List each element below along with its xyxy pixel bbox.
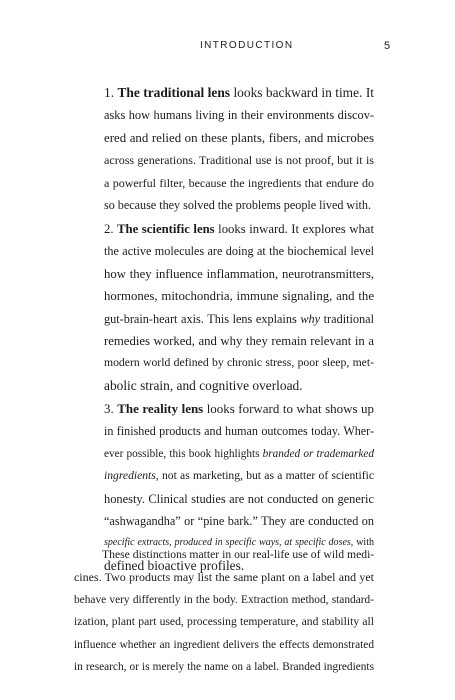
bold-term: The scientific lens <box>117 222 215 236</box>
text-line: modern world defined by chronic stress, poor sleep, met- <box>104 356 374 370</box>
text-line: in finished products and human outcomes today. Wher- <box>104 424 374 439</box>
bold-term: The reality lens <box>117 401 204 416</box>
page-header <box>0 40 455 56</box>
body-paragraph <box>74 544 374 678</box>
text-line: honesty. Clinical studies are not conducted on generic <box>104 491 374 506</box>
text-line: in research, or is merely the name on a label. Branded ingredients <box>74 660 374 673</box>
page-number: 5 <box>384 40 391 52</box>
italic-term: ingredients, <box>104 469 159 483</box>
text-line: gut-brain-heart axis. This lens explains why traditional <box>104 311 374 326</box>
running-head: INTRODUCTION <box>200 40 294 51</box>
text-line: so because they solved the problems people lived with. <box>104 197 372 212</box>
text-line: the active molecules are doing at the biochemical level <box>104 244 374 259</box>
text-line: hormones, mitochondria, immune signaling, and the <box>104 289 374 304</box>
bold-term: The traditional lens <box>117 85 231 100</box>
text-line: influence whether an ingredient delivers the effects demonstrated <box>74 638 374 651</box>
text-line: abolic strain, and cognitive overload. <box>104 377 303 393</box>
text-line: 2. The scientific lens looks inward. It explores what <box>104 222 375 236</box>
text-line: 3. The reality lens looks forward to what shows up <box>104 401 375 416</box>
text-line: a powerful filter, because the ingredients that endure do <box>104 175 374 190</box>
text-line: ered and relied on these plants, fibers, and microbes <box>104 130 374 145</box>
text-line: 1. The traditional lens looks backward in time. It <box>104 85 375 100</box>
text-line: behave very differently in the body. Extraction method, standard- <box>74 593 374 606</box>
text-line: ever possible, this book highlights branded or trademarked <box>104 447 374 460</box>
italic-term: branded or trademarked <box>262 447 374 460</box>
text-line: “ashwagandha” or “pine bark.” They are conducted on <box>104 513 374 528</box>
text-line: how they influence inflammation, neurotransmitters, <box>104 266 374 281</box>
text-line: These distinctions matter in our real-life use of wild medi- <box>102 548 375 561</box>
text-line: ingredients, not as marketing, but as a matter of scientific <box>104 469 374 483</box>
lens-item-traditional <box>104 82 374 216</box>
text-line: across generations. Traditional use is not proof, but it is <box>104 153 374 168</box>
text-line: asks how humans living in their environments discov- <box>104 108 374 123</box>
text-line: cines. Two products may list the same plant on a label and yet <box>74 570 374 585</box>
italic-term: specific extracts, produced in specific ways, at specific doses, <box>104 537 354 549</box>
text-line: ization, plant part used, processing temperature, and stability all <box>74 615 374 629</box>
text-line: defined bioactive profiles. <box>104 557 245 573</box>
text-line: specific extracts, produced in specific ways, at specific doses, with <box>104 537 375 549</box>
italic-term: why <box>300 311 321 326</box>
text-line: remedies worked, and why they remain relevant in a <box>104 333 374 348</box>
lens-item-scientific <box>104 218 374 397</box>
